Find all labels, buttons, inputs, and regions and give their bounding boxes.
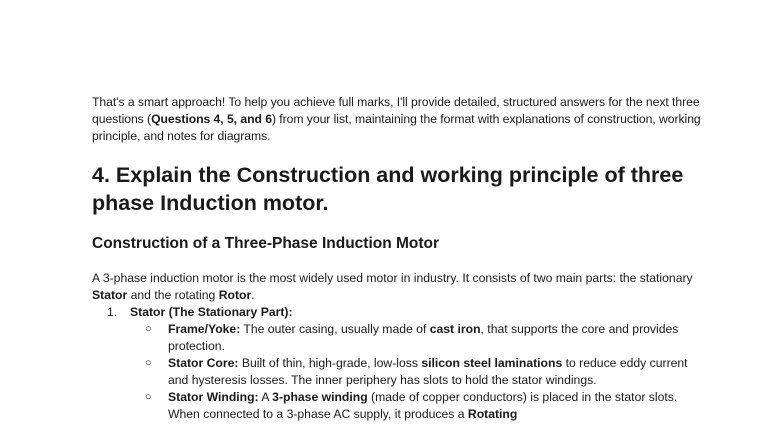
sub-item-label: Stator Winding: — [168, 390, 259, 404]
intro-text-1: That's a smart approach! To help you achieve full marks, I'll provide detailed, structured answers for the next three questions ( — [92, 95, 700, 126]
list-item-title: Stator (The Stationary Part): — [130, 305, 293, 319]
list-item-stator — [92, 304, 712, 423]
sub-item-bold: cast iron — [429, 322, 481, 336]
hollow-bullet-icon: ○ — [145, 357, 152, 369]
sub-item-bold: Rotating — [467, 407, 518, 421]
sub-item-text: The outer casing, usually made of — [240, 322, 430, 336]
sub-item-text: to reduce eddy current and hysteresis losses. The inner periphery has slots to hold the stator windings. — [168, 356, 688, 387]
intro-questions-bold: Questions 4, 5, and 6 — [151, 112, 272, 126]
para-text-1: A 3-phase induction motor is the most widely used motor in industry. It consists of two main parts: the stationary — [92, 271, 693, 285]
sub-bullet-list — [130, 321, 712, 423]
para-rotor-bold: Rotor — [218, 288, 252, 302]
intro-paragraph — [92, 94, 712, 145]
document-content — [92, 94, 712, 423]
sub-item-label: Frame/Yoke: — [168, 322, 241, 336]
question-heading: 4. Explain the Construction and working principle of three phase Induction motor. — [92, 163, 684, 215]
section-subheading: Construction of a Three-Phase Induction Motor — [92, 235, 440, 252]
numbered-list — [92, 304, 712, 423]
list-number: 1. — [107, 305, 118, 319]
sub-item-bold: silicon steel laminations — [421, 356, 563, 370]
sub-list-item-frame — [130, 321, 708, 355]
sub-item-label: Stator Core: — [168, 356, 239, 370]
para-stator-bold: Stator — [92, 288, 128, 302]
para-text-2: and the rotating — [127, 288, 219, 302]
hollow-bullet-icon: ○ — [145, 323, 152, 335]
sub-item-bold: 3-phase winding — [272, 390, 368, 404]
hollow-bullet-icon: ○ — [145, 391, 152, 403]
sub-item-text: (made of copper conductors) is placed in the stator slots. When connected to a 3-phase AC supply, it produces a — [168, 390, 678, 421]
body-paragraph — [92, 270, 712, 304]
para-text-3: . — [251, 288, 255, 302]
sub-item-text: Built of thin, high-grade, low-loss — [238, 356, 422, 370]
intro-text-2: ) from your list, maintaining the format with explanations of construction, working principle, and notes for diagrams. — [92, 112, 701, 143]
sub-list-item-core — [130, 355, 708, 389]
sub-item-text: , that supports the core and provides protection. — [168, 322, 679, 353]
sub-list-item-winding — [130, 389, 708, 423]
sub-item-text: A — [258, 390, 273, 404]
